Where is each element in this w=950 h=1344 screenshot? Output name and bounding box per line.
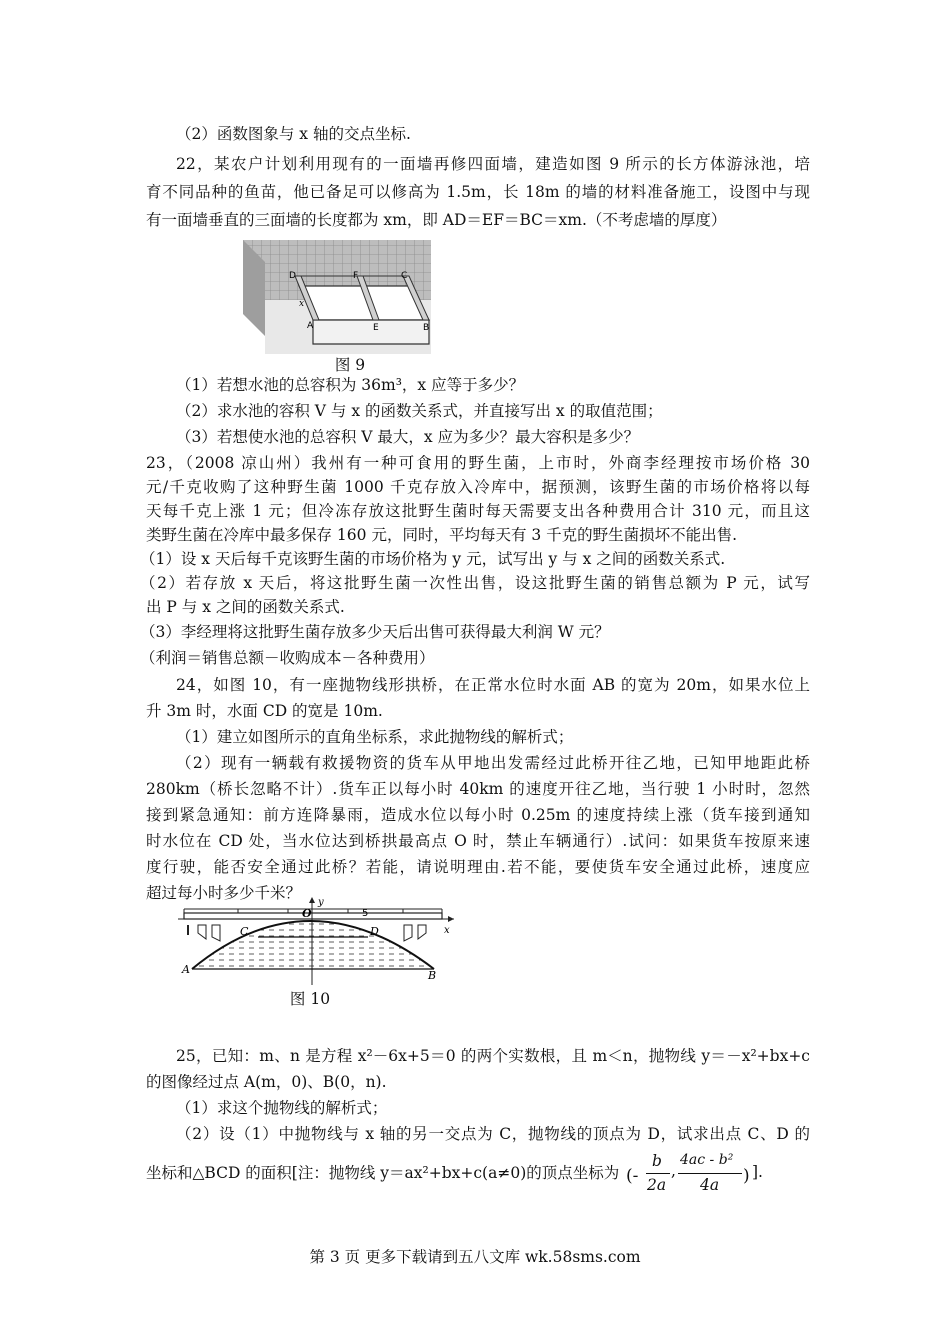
- figure-10-arch-bridge: [178, 897, 458, 987]
- q24-part-2-line-1: （2）现有一辆载有救援物资的货车从甲地出发需经过此桥开往乙地，已知甲地距此桥: [176, 754, 810, 772]
- formula-tail: ].: [752, 1163, 763, 1181]
- label-e: E: [373, 323, 379, 333]
- q24-part-1: （1）建立如图所示的直角坐标系，求此抛物线的解析式；: [176, 728, 574, 746]
- label-a: A: [307, 321, 314, 331]
- label-y: y: [318, 897, 324, 908]
- formula-close: ): [743, 1166, 750, 1186]
- label-c: C: [240, 925, 249, 938]
- formula-num-1: b: [652, 1152, 662, 1170]
- formula-bar-1: [646, 1173, 670, 1174]
- q23-line-1: 23，（2008 凉山州）我州有一种可食用的野生菌，上市时，外商李经理按市场价格 30: [146, 454, 810, 472]
- q22-line-3: 有一面墙垂直的三面墙的长度都为 xm，即 AD＝EF＝BC＝xm.（不考虑墙的厚度）: [146, 211, 727, 229]
- page-footer: 第 3 页 更多下载请到五八文库 wk.58sms.com: [309, 1248, 641, 1266]
- label-b: B: [428, 969, 437, 982]
- q23-line-3: 天每千克上涨 1 元；但冷冻存放这批野生菌时每天需要支出各种费用合计 310 元，而且这: [146, 502, 810, 520]
- q24-line-1: 24，如图 10，有一座抛物线形拱桥，在正常水位时水面 AB 的宽为 20m，如果水位上: [176, 676, 810, 694]
- q21-part2: （2）函数图象与 x 轴的交点坐标.: [176, 125, 411, 143]
- q23-part-1: （1）设 x 天后每千克该野生菌的市场价格为 y 元，试写出 y 与 x 之间的函数关系式.: [140, 550, 726, 568]
- formula-den-2: 4a: [700, 1176, 720, 1194]
- q23-part-2-cont: 出 P 与 x 之间的函数关系式.: [146, 598, 345, 616]
- q22-part-1: （1）若想水池的总容积为 36m³，x 应等于多少？: [176, 376, 525, 394]
- q23-line-4: 类野生菌在冷库中最多保存 160 元，同时，平均每天有 3 千克的野生菌损坏不能出售.: [146, 526, 738, 544]
- q25-part-2-line-2: 坐标和△BCD 的面积[注：抛物线 y＝ax²+bx+c(a≠0)的顶点坐标为: [146, 1164, 620, 1182]
- formula-bar-2: [678, 1173, 742, 1174]
- label-d: D: [289, 271, 296, 281]
- q22-part-2: （2）求水池的容积 V 与 x 的函数关系式，并直接写出 x 的取值范围；: [176, 402, 663, 420]
- front-wall-ab: [313, 320, 429, 344]
- q22-line-2: 育不同品种的鱼苗，他已备足可以修高为 1.5m，长 18m 的墙的材料准备施工，设图中与现: [146, 183, 810, 201]
- q22-part-3: （3）若想使水池的总容积 V 最大，x 应为多少？最大容积是多少？: [176, 428, 640, 446]
- q24-part-2-line-2: 280km（桥长忽略不计）.货车正以每小时 40km 的速度开往乙地，当行驶 1 小时时，忽然: [146, 780, 810, 798]
- formula-den-1: 2a: [647, 1176, 667, 1194]
- q25-part-1: （1）求这个抛物线的解析式；: [176, 1099, 388, 1117]
- label-f: F: [353, 271, 359, 281]
- figure-9-pool: [243, 236, 431, 354]
- q23-note: （利润＝销售总额－收购成本－各种费用）: [140, 649, 435, 667]
- formula-comma: ,: [671, 1162, 676, 1180]
- q25-line-2: 的图像经过点 A(m，0)、B(0，n).: [146, 1073, 387, 1091]
- label-c: C: [401, 271, 408, 281]
- q24-part-2-line-6: 超过每小时多少千米？: [146, 884, 302, 902]
- q23-line-2: 元/千克收购了这种野生菌 1000 千克存放入冷库中，据预测，该野生菌的市场价格将以每: [146, 478, 810, 496]
- label-5: 5: [362, 908, 369, 919]
- formula-open: (-: [626, 1166, 639, 1186]
- label-a: A: [182, 963, 190, 976]
- formula-num-2: 4ac - b²: [680, 1152, 734, 1168]
- q25-line-1: 25，已知：m、n 是方程 x²－6x+5＝0 的两个实数根，且 m＜n，抛物线 y＝－x²+bx+c: [176, 1047, 810, 1065]
- label-x: x: [299, 299, 305, 309]
- label-b: B: [423, 323, 430, 333]
- q25-part-2-line-1: （2）设（1）中抛物线与 x 轴的另一交点为 C，抛物线的顶点为 D，试求出点 C、D 的: [176, 1125, 810, 1143]
- q24-part-2-line-4: 时水位在 CD 处，当水位达到桥拱最高点 O 时，禁止车辆通行）.试问：如果货车按原来速: [146, 832, 810, 850]
- label-o: O: [302, 907, 312, 920]
- figure-9-caption: 图 9: [334, 356, 366, 374]
- q23-part-3: （3）李经理将这批野生菌存放多少天后出售可获得最大利润 W 元？: [140, 623, 610, 641]
- q24-line-2: 升 3m 时，水面 CD 的宽是 10m.: [146, 702, 383, 720]
- label-x: x: [444, 925, 450, 936]
- figure-10-caption: 图 10: [289, 990, 331, 1008]
- q24-part-2-line-5: 度行驶，能否安全通过此桥？若能，请说明理由.若不能，要使货车安全通过此桥，速度应: [146, 858, 810, 876]
- q23-part-2: （2）若存放 x 天后，将这批野生菌一次性出售，设这批野生菌的销售总额为 P 元，试写: [140, 574, 810, 592]
- q24-part-2-line-3: 接到紧急通知：前方连降暴雨，造成水位以每小时 0.25m 的速度持续上涨（货车接到通知: [146, 806, 810, 824]
- q22-line-1: 22，某农户计划利用现有的一面墙再修四面墙，建造如图 9 所示的长方体游泳池，培: [176, 155, 810, 173]
- label-d: D: [370, 925, 379, 938]
